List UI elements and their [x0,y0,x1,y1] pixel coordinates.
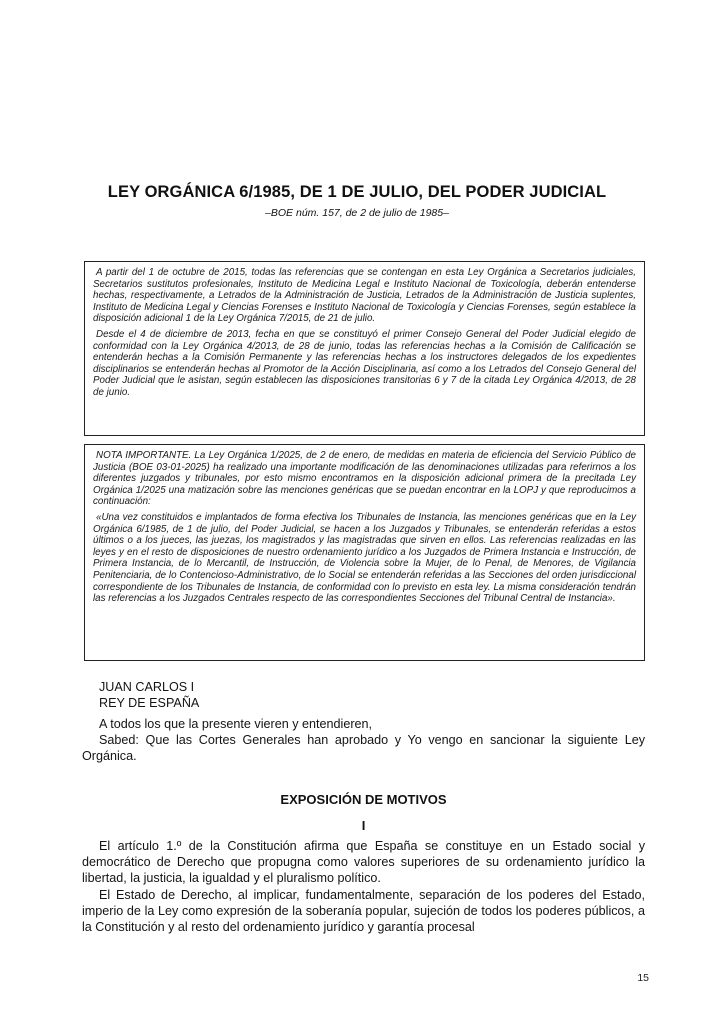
note-box-1-paragraph: A partir del 1 de octubre de 2015, todas las referencias que se contengan en esta Ley Orgánica a Secretarios judiciales, Secretarios sustitutos profesionales, Instituto de Medicina Legal e Instituto Nacional de Toxicología, deberán entenderse hechas, respectivamente, a Letrados de la Administración de Justicia, Letrados de la Administración de Justicia suplentes, Instituto de Medicina Legal y Ciencias Forenses e Instituto Nacional de Toxicología y Ciencias Forenses, según establece la disposición adicional 1 de la Ley Orgánica 7/2015, de 21 de julio. [93,267,636,325]
note-box-2 [84,444,645,661]
greeting-line: A todos los que la presente vieren y entendieren, [99,717,373,731]
signature-role: REY DE ESPAÑA [99,696,200,711]
note-box-1 [84,261,645,436]
section-paragraph: El Estado de Derecho, al implicar, fundamentalmente, separación de los poderes del Estado, imperio de la Ley como expresión de la soberanía popular, sujeción de todos los poderes públicos, a la Constitución y al resto del ordenamiento jurídico y garantía procesal [82,887,645,935]
greeting-block [82,716,645,765]
greeting-line: Sabed: Que las Cortes Generales han aprobado y Yo vengo en sancionar la siguiente Ley Orgánica. [82,733,645,764]
section-paragraph: El artículo 1.º de la Constitución afirma que España se constituye en un Estado social y democrático de Derecho que propugna como valores superiores de su ordenamiento jurídico la libertad, la justicia, la igualdad y el pluralismo político. [82,839,645,886]
note-box-2-paragraph: NOTA IMPORTANTE. La Ley Orgánica 1/2025, de 2 de enero, de medidas en materia de eficiencia del Servicio Público de Justicia (BOE 03-01-2025) ha realizado una importante modificación de las denominaciones utilizadas para referirnos a los diferentes juzgados y tribunales, por esto mismo encontramos en la disposición adicional primera de la precitada Ley Orgánica 1/2025 una matización sobre las menciones genéricas que se puedan encontrar en la LOPJ y que reproducimos a continuación: [93,450,636,508]
note-box-2-paragraph: «Una vez constituidos e implantados de forma efectiva los Tribunales de Instancia, las menciones genéricas que en la Ley Orgánica 6/1985, de 1 de julio, del Poder Judicial, se hacen a los Juzgados y Tribunales, se entenderán referidas a estos últimos o a los jueces, las juezas, los magistrados y las magistradas que sirven en ellos. Las referencias realizadas en las leyes y en el resto de disposiciones de nuestro ordenamiento jurídico a los Juzgados de Primera Instancia e Instrucción, de Primera Instancia, de lo Mercantil, de Instrucción, de Violencia sobre la Mujer, de lo Penal, de Menores, de Vigilancia Penitenciaria, de lo Contencioso-Administrativo, de lo Social se entenderán referidas a las Secciones del orden jurisdiccional correspondiente de los Tribunales de Instancia, de conformidad con lo previsto en esta ley. La misma consideración tendrán las referencias a los Juzgados Centrales respecto de las correspondientes Secciones del Tribunal Central de Instancia». [93,511,636,605]
page-number: 15 [637,972,649,984]
section-heading: EXPOSICIÓN DE MOTIVOS [280,792,447,807]
section-numeral: I [361,818,366,833]
document-subtitle: –BOE núm. 157, de 2 de julio de 1985– [265,207,449,219]
section-body [82,838,645,935]
document-title: LEY ORGÁNICA 6/1985, DE 1 DE JULIO, DEL PODER JUDICIAL [107,183,607,201]
signature-block [82,679,645,711]
note-box-1-paragraph: Desde el 4 de diciembre de 2013, fecha en que se constituyó el primer Consejo General del Poder Judicial elegido de conformidad con la Ley Orgánica 4/2013, de 28 de junio, todas las referencias hechas a la Comisión de Calificación se entenderán hechas a la Comisión Permanente y las referencias hechas a los instructores delegados de los expedientes disciplinarios se entenderán hechas al Promotor de la Acción Disciplinaria, así como a los Letrados del Consejo General del Poder Judicial que le asistan, según establecen las disposiciones transitorias 6 y 7 de la citada Ley Orgánica 4/2013, de 28 de junio. [93,328,636,398]
signature-name: JUAN CARLOS I [99,680,195,694]
